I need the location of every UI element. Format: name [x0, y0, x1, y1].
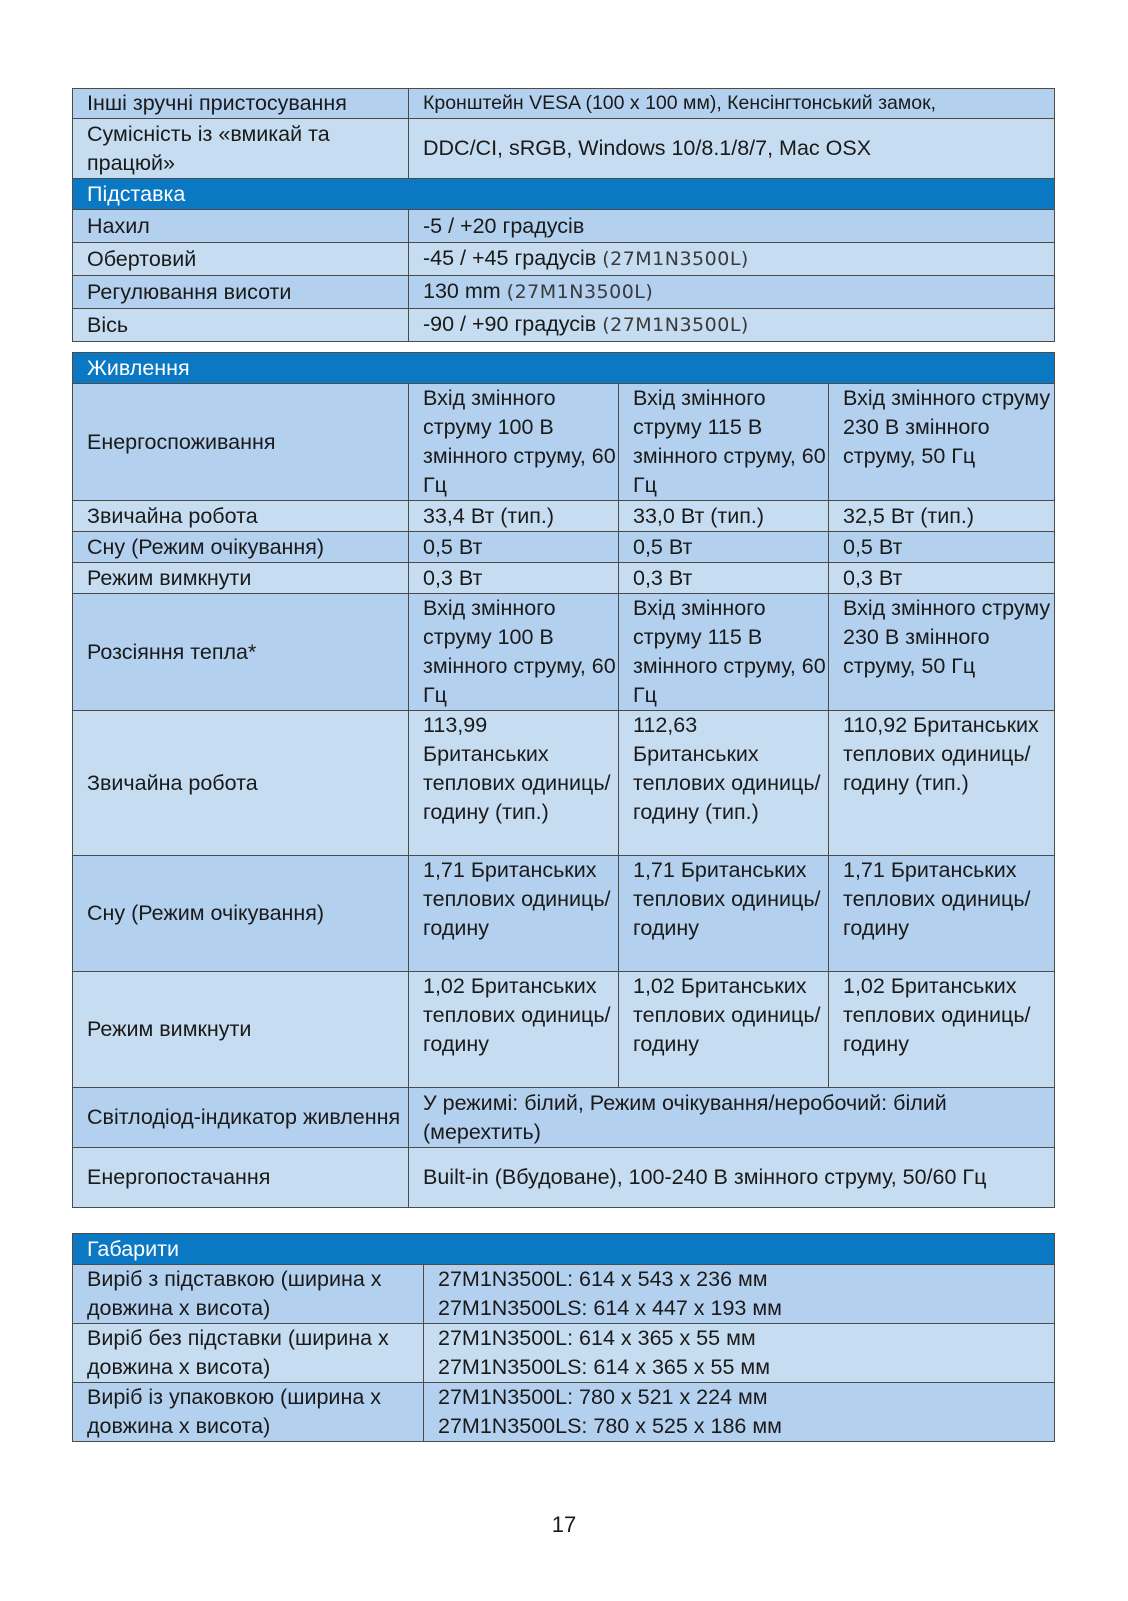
row-value: 1,02 Британських теплових одиниць/годину [829, 972, 1055, 1088]
table-row [73, 1383, 1055, 1442]
table-row [73, 563, 1055, 594]
value-text: -90 / +90 градусів [423, 312, 597, 336]
row-label: Інші зручні пристосування [73, 89, 409, 119]
row-value: 32,5 Вт (тип.) [829, 501, 1055, 532]
row-value [409, 309, 1055, 342]
row-value: 113,99 Британських теплових одиниць/годину (тип.) [409, 711, 619, 856]
table-row [73, 243, 1055, 276]
value-line: 27M1N3500L: 614 x 543 x 236 мм [438, 1267, 768, 1291]
table-row [73, 532, 1055, 563]
row-value: 1,71 Британських теплових одиниць/годину [619, 856, 829, 972]
row-label: Виріб з підставкою (ширина x довжина x висота) [73, 1265, 424, 1324]
section-header-row [73, 179, 1055, 210]
section-title-power: Живлення [73, 353, 1055, 384]
table-row [73, 1088, 1055, 1148]
row-label: Світлодіод-індикатор живлення [73, 1088, 409, 1148]
value-text: -5 / +20 градусів [423, 213, 585, 238]
table-row [73, 210, 1055, 243]
spec-table-general-stand [72, 88, 1055, 342]
row-label: Виріб із упаковкою (ширина x довжина x висота) [73, 1383, 424, 1442]
row-value: 33,4 Вт (тип.) [409, 501, 619, 532]
row-value: 110,92 Британських теплових одиниць/годину (тип.) [829, 711, 1055, 856]
row-label: Виріб без підставки (ширина x довжина x висота) [73, 1324, 424, 1383]
table-row [73, 972, 1055, 1088]
row-value: 0,5 Вт [829, 532, 1055, 563]
model-code: (27M1N3500L) [602, 314, 749, 336]
row-label: Енергопостачання [73, 1148, 409, 1208]
row-label: Розсіяння тепла* [73, 594, 409, 711]
row-value: 0,3 Вт [409, 563, 619, 594]
row-value: 1,02 Британських теплових одиниць/годину [619, 972, 829, 1088]
table-row [73, 1148, 1055, 1208]
value-line: 27M1N3500LS: 614 x 365 x 55 мм [438, 1355, 770, 1379]
row-value: DDC/CI, sRGB, Windows 10/8.1/8/7, Mac OSX [409, 119, 1055, 179]
row-value: Вхід змінного струму 115 В змінного струму, 60 Гц [619, 594, 829, 711]
value-line: 27M1N3500LS: 614 x 447 x 193 мм [438, 1296, 782, 1320]
table-row [73, 119, 1055, 179]
row-value: 0,3 Вт [829, 563, 1055, 594]
row-value: Вхід змінного струму 100 В змінного струму, 60 Гц [409, 384, 619, 501]
value-line: 27M1N3500L: 614 x 365 x 55 мм [438, 1326, 756, 1350]
row-value: 0,5 Вт [619, 532, 829, 563]
row-value: Вхід змінного струму 230 В змінного струму, 50 Гц [829, 384, 1055, 501]
table-row [73, 594, 1055, 711]
table-row [73, 276, 1055, 309]
model-code: (27M1N3500L) [602, 248, 749, 270]
table-row [73, 501, 1055, 532]
row-label: Звичайна робота [73, 501, 409, 532]
row-value [409, 276, 1055, 309]
spec-table-dimensions [72, 1233, 1055, 1442]
row-label: Сумісність із «вмикай та працюй» [73, 119, 409, 179]
row-value: Built-in (Вбудоване), 100-240 В змінного струму, 50/60 Гц [409, 1148, 1055, 1208]
row-label: Режим вимкнути [73, 972, 409, 1088]
value-text: -45 / +45 градусів [423, 246, 597, 270]
page-number: 17 [551, 1512, 577, 1537]
row-value [424, 1324, 1055, 1383]
section-title-stand: Підставка [73, 179, 1055, 210]
row-value: 1,02 Британських теплових одиниць/годину [409, 972, 619, 1088]
row-value [424, 1265, 1055, 1324]
value-line: 27M1N3500LS: 780 x 525 x 186 мм [438, 1414, 782, 1438]
row-value [424, 1383, 1055, 1442]
row-label: Енергоспоживання [73, 384, 409, 501]
row-value: 0,5 Вт [409, 532, 619, 563]
row-label: Регулювання висоти [73, 276, 409, 309]
table-row [73, 89, 1055, 119]
row-label: Сну (Режим очікування) [73, 856, 409, 972]
row-value: У режимі: білий, Режим очікування/неробочий: білий (мерехтить) [409, 1088, 1055, 1148]
table-row [73, 1324, 1055, 1383]
row-label: Вісь [73, 309, 409, 342]
row-label: Обертовий [73, 243, 409, 276]
row-value [409, 243, 1055, 276]
row-value: 1,71 Британських теплових одиниць/годину [829, 856, 1055, 972]
table-row [73, 384, 1055, 501]
row-label: Режим вимкнути [73, 563, 409, 594]
row-label: Нахил [73, 210, 409, 243]
row-value: Кронштейн VESA (100 x 100 мм), Кенсінгтонський замок, [409, 89, 1055, 119]
row-label: Звичайна робота [73, 711, 409, 856]
spec-table-power [72, 352, 1055, 1208]
row-label: Сну (Режим очікування) [73, 532, 409, 563]
table-row [73, 1265, 1055, 1324]
row-value: Вхід змінного струму 115 В змінного струму, 60 Гц [619, 384, 829, 501]
table-row [73, 309, 1055, 342]
row-value: 33,0 Вт (тип.) [619, 501, 829, 532]
model-code: (27M1N3500L) [506, 281, 654, 303]
row-value: 1,71 Британських теплових одиниць/годину [409, 856, 619, 972]
section-title-dimensions: Габарити [73, 1234, 1055, 1265]
value-line: 27M1N3500L: 780 x 521 x 224 мм [438, 1385, 768, 1409]
row-value [409, 210, 1055, 243]
row-value: 112,63 Британських теплових одиниць/годину (тип.) [619, 711, 829, 856]
row-value: Вхід змінного струму 230 В змінного струму, 50 Гц [829, 594, 1055, 711]
section-header-row [73, 353, 1055, 384]
table-row [73, 711, 1055, 856]
table-row [73, 856, 1055, 972]
row-value: 0,3 Вт [619, 563, 829, 594]
section-header-row [73, 1234, 1055, 1265]
value-text: 130 mm [423, 279, 501, 303]
row-value: Вхід змінного струму 100 В змінного струму, 60 Гц [409, 594, 619, 711]
